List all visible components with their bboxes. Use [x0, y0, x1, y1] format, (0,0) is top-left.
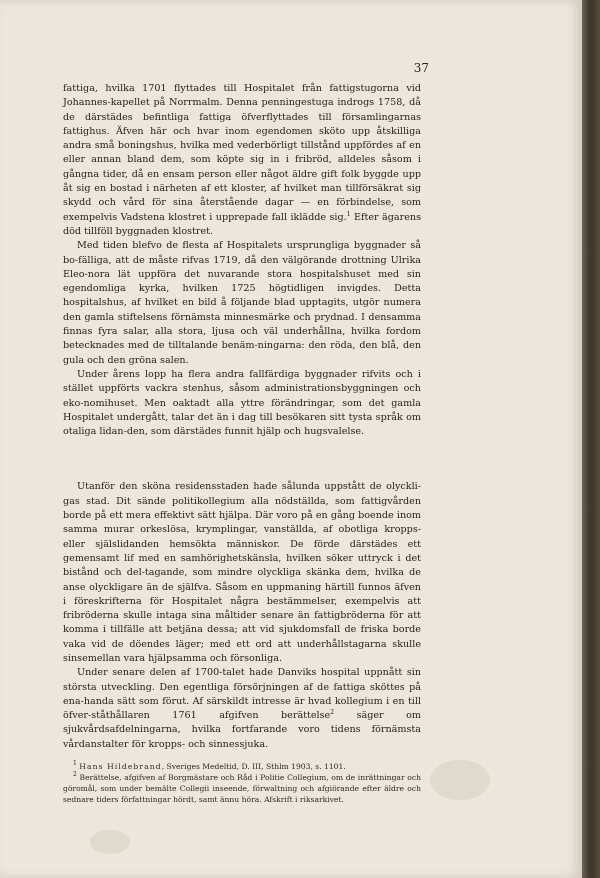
paragraph: Under senare delen af 1700-talet hade Danviks hospital uppnått sin största utveckling. Den egentliga försörjningen af de fattiga sköttes på ena-handa sätt som förut. Af särskildt intresse är hvad kollegium i en till öfver-ståthållaren 1761 afgifven berättelse$^2$ säger om sjukvårdsafdelningarna, hvilka fortfarande voro tidens förnämsta vårdanstalter för kropps- och sinnessjuka. [63, 667, 421, 750]
page-number: 37 [413, 61, 429, 75]
paper-stain [90, 830, 130, 854]
paragraph: Med tiden blefvo de flesta af Hospitalets ursprungliga byggnader så bo-fälliga, att de måste rifvas 1719, då den välgörande drottning Ulrika Eleo-nora lät uppföra det nuvarande stora hospitalshuset med sin egendomliga kyrka, hvilken 1725 högtidligen invigdes. Detta hospitalshus, af hvilket en bild å följande blad upptagits, utgör numera den gamla stiftelsens förnämsta minnesmärke och prydnad. I densamma finnas fyra salar, alla stora, ljusa och väl underhållna, hvilka fordom betecknades med de tilltalande benäm-ningarna: den röda, den blå, den gula och den gröna salen. [63, 240, 421, 366]
footnote-ref: 1 [346, 210, 351, 218]
paragraph: Under årens lopp ha flera andra fallfärdiga byggnader rifvits och i stället uppförts vackra stenhus, såsom administrationsbyggningen och eko-nomihuset. Men oaktadt alla yttre förändringar, som det gamla Hospitalet undergått, talar det än i dag till besökaren sitt tysta språk om otaliga lidan-den, som därstädes funnit hjälp och hugsvalelse. [63, 368, 421, 438]
footnote: $^2$ Berättelse, afgifven af Borgmästare och Råd i Politie Collegium, om de inrättningar och göromål, som under bemälte Collegii inseende, förwaltning och afgiörande efter äldre och sednare tiders författningar hördt, samt ännu höra. Afskrift i riksarkivet. [63, 771, 421, 805]
book-binding-edge [582, 0, 600, 878]
footnote-author: Hans Hildebrand [79, 762, 162, 772]
footnote-separator [63, 752, 421, 761]
paragraph: fattiga, hvilka 1701 flyttades till Hospitalet från fattigstugorna vid Johannes-kapellet på Norrmalm. Denna penningestuga indrogs 1758, då de därstädes befintliga fattiga öfverflyttades till församlingarnas fattighus. Äfven här och hvar inom egendomen sköto upp åtskilliga andra små boningshus, hvilka med vederbörligt tillstånd uppfördes af en eller annan bland dem, som köpte sig in i fribröd, alldeles såsom i gångna tider, då en ensam person eller något äldre gift folk byggde upp åt sig en bostad i närheten af ett kloster, af hvilket man tillförsäkrat sig skydd och vård för sina återstående dagar — en förbindelse, som exempelvis Vadstena klostret i upprepade fall ikläddе sig.$^1$ Efter ägarens död tillföll byggnaden klostret. [63, 83, 421, 237]
footnote-ref: 2 [330, 709, 335, 717]
body-text [63, 82, 421, 805]
footnote: $^1$ Hans Hildebrand, Sveriges Medeltid, D. III, Sthlm 1903, s. 1101. [73, 760, 346, 772]
footnotes [63, 761, 421, 805]
paragraph: Utanför den sköna residensstaden hade sålunda uppstått de olyckli-gas stad. Dit sände politikollegium alla nödställda, som fattigvården borde på ett mera effektivt sätt hjälpa. Där voro på en gång boende inom samma murar orkeslösa, krymplingar, vanställda, af obotliga kropps- eller själslidanden hemsökta människor. De förde därstädes ett gemensamt lif med en samhörighetskänsla, hvilken söker uttryck i det bistånd och del-tagande, som mindre olyckliga skänka dem, hvilka de anse olyckligare än de själfva. Såsom en uppmaning härtill funnos äfven i föreskrifterna för Hospitalet några bestämmelser, exempelvis att fribröderna skulle intaga sina måltider senare än fattigbröderna för att komma i tillfälle att betjäna dessa; att vid sjukdomsfall de friska borde vaka vid de döendes läger; med ett ord att underhållstagarna skulle sinsemellan vara hjälpsamma och försonliga. [63, 481, 421, 664]
section-break [63, 439, 421, 480]
paper-stain [430, 760, 490, 800]
